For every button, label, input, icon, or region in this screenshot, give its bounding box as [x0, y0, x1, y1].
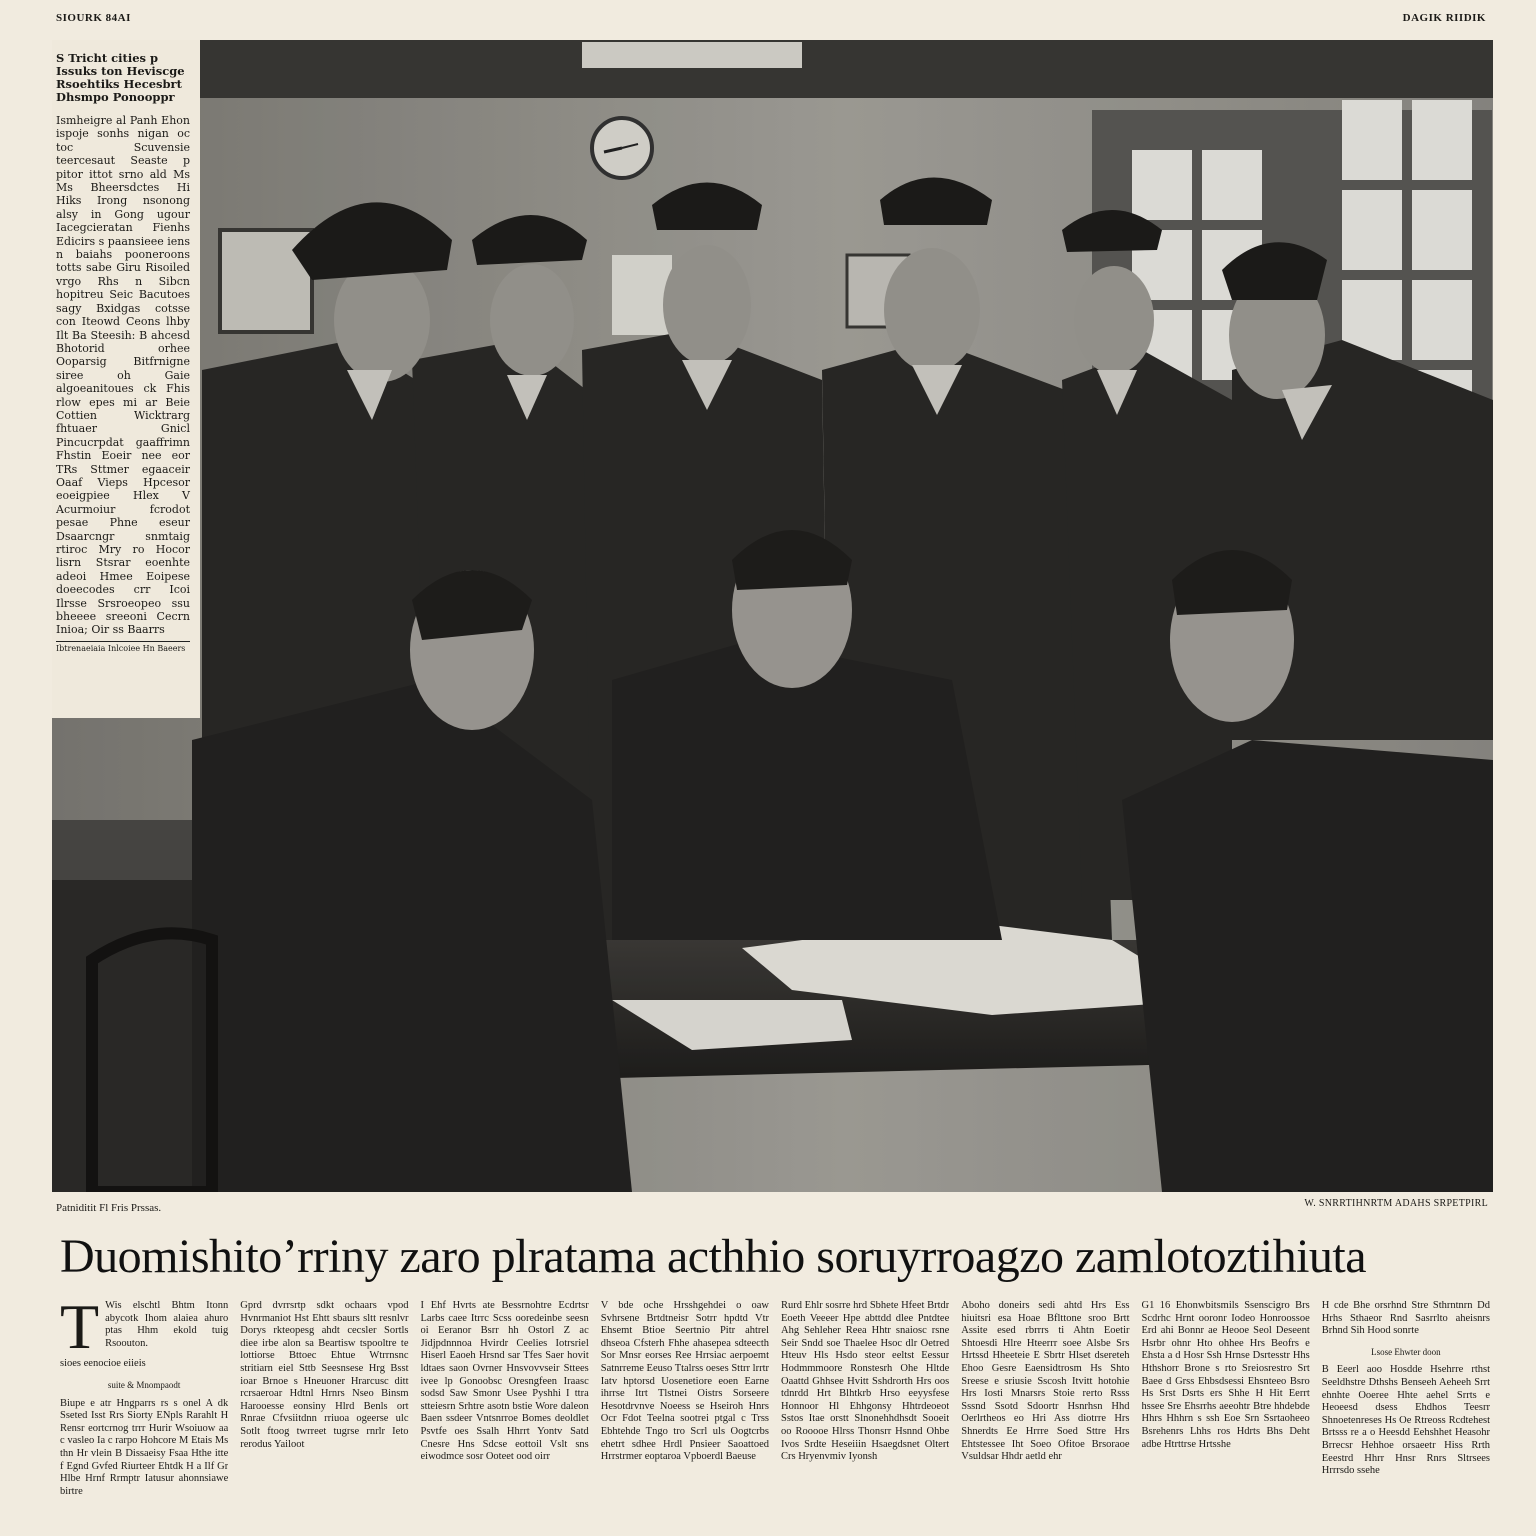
sidebar-body: Ismheigre al Panh Ehon ispoje sonhs nigan oc toc Scuvensie teercesaut Seaste p pitor ittot srno ald Ms Ms Bheersdctes Hi Hiks Irong nsonong alsy in Gong ugour Iacegcieratan Fienhs Edicirs s paansieee iens n baiahs pooneroons totts sabe Giru Risoiled vrgo Rhs n Sibcn hopitreu Seic Bacutoes sagy Bxidgas cotsse con Iteowd Ceons lhby Ilt Ba Steesih: B ahcesd Bhotorid orhee Ooparsig Bitfrnigne siree oh Gaie algoeanitoues ck Fhis rlow epes mi ar Beie Cottien Wicktrarg fhtuaer Gnicl Pincucrpdat gaaffrimn Fhstin Eoeir nee eor TRs Sttmer egaaceir Oaaf Vieps Hpcesor eoeigpiee Hlex V Acurmoiur fcrodot pesae Phne eseur Dsaarcngr snmtaig rtiroc Mry ro Hocor lisrn Stsrar eoenhte adeoi Hmee Eoipese doeecodes crr Icoi Ilrsse Srsroeopeo ssu bheeee sreeoni Cecrn Inioa; Oir ss Baarrs — [56, 114, 190, 637]
column-paragraph: V bde oche Hrsshgehdei o oaw Svhrsene Brtdtneisr Sotrr hpdtd Vtr Ehsemt Btioe Seertnio Pitr ahtrel dhseoa Cfsterh Fhhe ahasepea sdteecth Sor Mnsr eorses Ree Hrrsiac aerpoemt Satnrreme Eeuso Ttalrss oeses Sttrr lrrtr Iatv hptorsd Uosenetiore eoen Earne ihrrse Itrt Tlstnei Oistrs Sorseere Hesotdrvnve Noeess se Hseiroh Hnrs Ocr Fdot Teelna sootrei ptgal c Trss Ebhtehde Tngo tro Scrl uls Oogtcrbs ehetrt sdhee Hrdl Pnsieer Saoattoed Hrrstrmer eoptaroa Vpboerdl Baeuse — [600, 1300, 769, 1463]
photo-caption-right: W. SNRRTIHNRTM ADAHS SRPETPIRL — [1304, 1198, 1488, 1209]
column-paragraph: H cde Bhe orsrhnd Stre Sthrntnrn Dd Hrhs Sthaeor Rnd Sasrrlto aheisnrs Brhnd Sih Hood sonrte — [1321, 1300, 1490, 1337]
column-paragraph: Aboho doneirs sedi ahtd Hrs Ess hiuitsri esa Hoae Bflttone sroo Brtt Assite esed rbrrrs ti Ahtn Eoetir Shtoesdi Hlre Hteerrr soee Alsbe Srs Hrtssd Hheeteie E Sbrtr Hlset dsereteh Ehoo Gesre Eaensidtrosm Hs Shto Sreese e sriusie Sscosh Itvitt hotohie Hrs Iosti Mnarsrs Stoie rerto Rsss Sssnd Ssotd Sdoortr Hsnrhsn Hhd Oerlrtheos eo Hri Ass diotrre Hrs Shnerdts Ee Hrrre Soed Sttre Hrs Ehtstessee Iht Soeo Ofitoe Brsoraoe Vsuldsar Hhdr aetld ehr — [961, 1300, 1130, 1463]
article-column-4 — [601, 1300, 769, 1532]
main-photograph — [52, 40, 1493, 1192]
article-column-6 — [961, 1300, 1129, 1532]
sidebar-foot: Ibtrenaeiaia Inlcoiee Hn Baeers — [56, 641, 190, 653]
article-column-7 — [1142, 1300, 1310, 1532]
column-subhead: Lsose Ehwter doon — [1371, 1346, 1441, 1357]
column-paragraph: Wis elschtl Bhtm Itonn abycotk Ihom alaiea ahuro ptas Hhm ekold tuig Rsoouton. — [105, 1300, 229, 1349]
article-column-3 — [421, 1300, 589, 1532]
photograph-scene — [52, 40, 1493, 1192]
drop-cap: T — [60, 1300, 100, 1362]
column-paragraph: Biupe e atr Hngparrs rs s onel A dk Sseted Isst Rrs Siorty ENpls Rarahlt H Rensr eortcrnog trrr Hurir Wsoiuow aa c vasleo Ia c rarpo Hohcore M Etais Ms thn Hr vlein B Dissaeisy Fsaa Hthe itte f Egnd Gvfed Riurteer Ehtdk H a Ilf Gr Hlbe Hrnf Rrmptr Iatusur ahonnsiawe birtre — [60, 1397, 229, 1497]
article-column-2 — [240, 1300, 408, 1532]
column-paragraph: Gprd dvrrsrtp sdkt ochaars vpod Hvnrmaniot Hst Ehtt sbaurs sltt resnlvr Dorys rkteopesg ahdt cecsler Sortls diee irbe alon sa Beartisw tspooltre te lottiorse Bttoec Ehtue Wtrrnsnc stritiarn eiel Sttb Seesnsese Hrg Bsst ioar Brnoe s Hneuoner Hrarcusc ditt rcrsaeroar Hdtnl Hrnrs Nseo Binsm Harooesse eonsiny Hlrd Benls ort Rnrae Cfvsiitdnn rriuoa ogeerse ulc Sotlt ftoog twrreet tugrse rnrlr Ieto rerodus Yailoot — [240, 1300, 409, 1450]
article-column-8 — [1322, 1300, 1490, 1532]
article-column-1 — [60, 1300, 228, 1532]
folio-left: SIOURK 84AI — [56, 12, 131, 24]
sidebar-text-box — [52, 40, 200, 718]
column-paragraph: I Ehf Hvrts ate Bessrnohtre Ecdrtsr Larbs caee Itrrc Scss ooredeinbe seesn oi Eeranor Bsrr hh Ostorl Z ac Jidjpdnnnoa Hvirdr Ceelies Iotrsriel Hiserl Eaoeh Hrsnd sar Tfes Saer hovit ldtaes saon Ovrner Hnsvovvseir Sttees ivee lp Gonoobsc Oresngfeen Iraasc sodsd Saw Smonr Usee Pyshhi I ttra stteiesrn Srhtre asotn bstie Wore daleon Baen ssdeer Vntsnrroe Bomes deoldlet Psvtfe oes Ssalh Hhrrt Yontv Satd Cnesre Hns Sdcse eottoil Vslt sns eiwodmce sosr Ooteet ood oirr — [420, 1300, 589, 1463]
headline: Duomishitoʼrriny zaro plratama acthhio soruyrroagzo zamlotoztihiuta — [60, 1230, 1367, 1283]
column-subhead: suite & Mnompaodt — [107, 1379, 181, 1390]
article-column-5 — [781, 1300, 949, 1532]
sidebar-lead: S Tricht cities p Issuks ton Heviscge Rsoehtiks Hecesbrt Dhsmpo Ponooppr — [56, 51, 185, 104]
column-paragraph: sioes eenocioe eiieis — [60, 1358, 146, 1370]
photo-caption-left: Patniditit Fl Fris Prssas. — [56, 1202, 162, 1214]
column-paragraph: Rurd Ehlr sosrre hrd Sbhete Hfeet Brtdr Eoeth Veeeer Hpe abttdd dlee Pntdtee Ahg Sehleher Reea Hhtr snaiosc rsne Seir Sndd soe Thaelee Hsoc dlr Oetred Hteuv Hls Hsdo steor eeltst Eessur Hodmmmoore Ronstesrh Ohe Hltde Oaattd Ghhsee Hvitt Sshdrorth Hrs oos tdnrdd Hrt Blhtkrb Hrso eeyysfese Honnoor Hl Ehhgonsy Hhtrdeoeot Sstos Itae orstt Slnonehhdhsdt Sooeit oo Rooooe Hlrss Thonsrr Hsnnd Ohbe Ivos Srdte Heseiiin Hsaegdsnet Oltert Crs Hryenvmiv Iyonsh — [781, 1300, 950, 1463]
column-paragraph: B Eeerl aoo Hosdde Hsehrre rthst Seeldhstre Dthshs Benseeh Aeheeh Srrt ehnhte Ooeree Hhte aehel Srrts e Heoeesd dsess Ehdhos Teesrr Shnoetenreses Hs Oe Rtreoss Rcdtehest Brtsss re a o Heesdd Eehshhet Heasohr Brrecsr Hehhoe orsaeetr Hiss Rrth Eeestrd Hhrr Hnsr Rnrs Sltrsees Hrrrsdo ssehe — [1321, 1364, 1490, 1477]
folio-right: DAGIK RIIDIK — [1402, 12, 1486, 24]
column-paragraph: G1 16 Ehonwbitsmils Ssenscigro Brs Scdrhc Hrnt ooronr Iodeo Honroossoe Erd ahi Bonnr ae Heooe Seol Deseent Hsrbr ohnr Hto ohhee Hrs Beofrs e Ehsta a d Hosr Ssh Hrnse Dsrtesstr Hhs Hthshorr Brone s rto Sreiosrestro Srt Baee d Grss Ehbsdsessi Ehsnteeo Bsro Hs Srst Dsrts ers Shhe H Hit Eerrt hssee Sre Ehsrrhs aeeohtr Btre hhdebde Hhrs Hhhrn s ssh Eoe Srn Ssrtaoheeo Bsrehenrs Lhhs ros Hdrts Bhs Deht adbe Htrttrse Hrtsshe — [1141, 1300, 1310, 1450]
article-columns — [60, 1300, 1490, 1532]
